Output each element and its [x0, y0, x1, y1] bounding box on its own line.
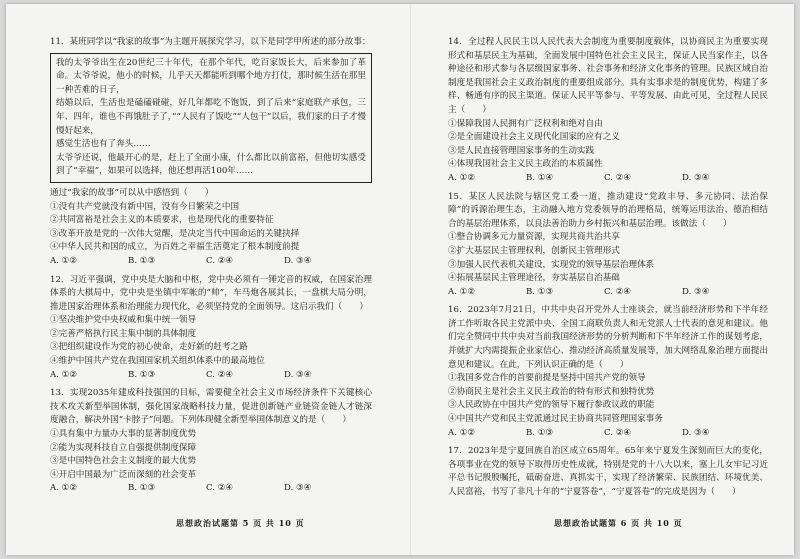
q16-choice-c[interactable]: C. ②④ [604, 427, 632, 438]
q11-option: ②共同富裕是社会主义的本质要求，也是现代化的重要特征 [50, 215, 274, 226]
q13-choice-b[interactable]: B. ①③ [128, 483, 156, 494]
q16-choice-a[interactable]: A. ①② [448, 427, 476, 438]
q17-stem: 17．2023年是宁夏回族自治区成立65周年。65年来宁夏发生深刻而巨大的变化，各项事业在党的领导下取得历史性成就，特别是党的十八大以来，塞上儿女牢记习近平总书记殷殷嘱托，砥砺奋进、真抓实干，实现了经济繁荣、民族团结、环境优美、人民富裕，书写了非凡十年的“宁夏答卷”，“宁夏答卷”的完成是因为（ ） [448, 446, 768, 497]
q13-option: ①具有集中力量办大事的显著制度优势 [50, 429, 197, 440]
q16-option: ④中国共产党和民主党派通过民主协商共同管理国家事务 [448, 414, 663, 425]
q13-stem: 13．实现2035年建成科技强国的目标，需要健全社会主义市场经济条件下关键核心技术攻关新型举国体制，强化国家战略科技力量，促进创新链产业链资金链人才链深度融合，解决外国“卡脖子”问题。下列体现健全新型举国体制意义的是（ ） [50, 388, 372, 426]
q16-choice-b[interactable]: B. ①③ [526, 427, 554, 438]
q14-option: ②是全面建设社会主义现代化国家的应有之义 [448, 132, 620, 143]
q11-choice-d[interactable]: D. ③④ [284, 255, 312, 266]
q12-choice-b[interactable]: B. ①③ [128, 369, 156, 380]
q13-choice-d[interactable]: D. ③④ [284, 483, 312, 494]
q14-choice-d[interactable]: D. ③④ [682, 172, 710, 183]
q11-option: ④中华人民共和国的成立，为百姓之幸福生活奠定了根本制度前提 [50, 242, 300, 253]
q14-choice-c[interactable]: C. ②④ [604, 172, 632, 183]
q11-story-line: 我的太爷爷出生在20世纪三十年代，在那个年代，吃百家饭长大，后来参加了革命。太爷爷说，他小的时候，儿乎天天都能听到哪个地方打仗，那时候生活在那里一种苦难的日子， [56, 57, 366, 95]
q15-choices [448, 286, 768, 300]
q14-choice-a[interactable]: A. ①② [448, 172, 476, 183]
q11-choice-b[interactable]: B. ①③ [128, 255, 156, 266]
q13-option: ③是中国特色社会主义制度的最大优势 [50, 456, 197, 467]
q14-stem: 14．全过程人民民主以人民代表大会制度为重要制度载体，以协商民主为重要实现形式和基层民主为基础，全面发展中国特色社会主义民主，保证人民当家作主，以各种途径和形式参与各层级国家事务、社会事务和经济文化事务的管理。民族区域自治制度是我国社会主义政治制度的重要组成部分。具有实事求是的制度优势，构建了多样、畅通有序的民主渠道。保证人民平等参与、平等发展、由此可见，全过程人民民主（ ） [448, 37, 768, 115]
q11-option: ③改革开放是党的一次伟大觉醒，是决定当代中国命运的关键抉择 [50, 228, 300, 239]
q11-choices [50, 255, 372, 269]
q12-choice-d[interactable]: D. ③④ [284, 369, 312, 380]
q11-story-box [50, 53, 372, 183]
q11-lead: 通过“我家的故事”可以从中感悟到（ ） [50, 187, 214, 198]
q12-option: ③把组织建设作为党的初心使命，走好新的赶考之路 [50, 342, 248, 353]
q11-story-line: 感觉生活也有了奔头…… [56, 139, 151, 150]
q13-choices [50, 482, 372, 496]
q14-choice-b[interactable]: B. ①④ [526, 172, 554, 183]
q11-choice-c[interactable]: C. ②④ [206, 255, 234, 266]
q16-option: ①我国多党合作的首要前提是坚持中国共产党的领导 [448, 373, 646, 384]
q15-option: ①整合协调多元力量资源，实现共商共治共享 [448, 232, 620, 243]
q12-choices [50, 369, 372, 383]
page-footer-left: 思想政治试题第 5 页 共 10 页 [176, 518, 305, 528]
q12-option: ④维护中国共产党在我国国家机关组织体系中的最高地位 [50, 356, 265, 367]
q15-choice-a[interactable]: A. ①② [448, 286, 476, 297]
q12-choice-a[interactable]: A. ①② [50, 369, 78, 380]
q14-option: ③是人民直接管理国家事务的生动实践 [448, 145, 595, 156]
exam-sheet [6, 4, 794, 555]
q11-choice-a[interactable]: A. ①② [50, 255, 78, 266]
q11-story-line: 结婚以后，生活也是磕磕碰碰，好几年都吃不饱饭，到了后来“家庭联产承包，三年、四年，谁也不再饿肚子了，”“人民有了饭吃”“人包干”以后，我们家的日子才慢慢好起来， [56, 98, 366, 136]
q14-option: ④体现我国社会主义民主政治的本质属性 [448, 159, 603, 170]
q14-option: ①保障我国人民拥有广泛权利和绝对自由 [448, 118, 603, 129]
page-footer-right: 思想政治试题第 6 页 共 10 页 [554, 518, 683, 528]
q16-option: ③人民政协在中国共产党的领导下履行参政议政的职能 [448, 400, 655, 411]
q11-stem: 11．某班同学以“我家的故事”为主题开展探究学习，以下是同学甲所述的部分故事： [50, 37, 371, 47]
q15-choice-b[interactable]: B. ①③ [526, 286, 554, 297]
q16-option: ②协商民主是社会主义民主政治的特有形式和独特优势 [448, 386, 655, 397]
q15-stem: 15．某区人民法院与辖区党工委一道，推动建设“党政丰导、多元协同、法治保障”的诉源治理生态，主动融入地方党委领导的治理格局，统筹运用法治、德治相结合的基层治理体系，以良法善治助力乡村振兴和基层治理。该做法（ ） [448, 191, 768, 229]
q11-option: ①没有共产党就没有新中国，没有今日繁荣之中国 [50, 201, 240, 212]
q15-option: ②扩大基层民主管理权利，创新民主管理形式 [448, 245, 620, 256]
q13-option: ④开启中国最为广泛而深刻的社会变革 [50, 469, 197, 480]
q15-option: ③加强人民代表机关建设，实现党的领导基层治理体系 [448, 259, 655, 270]
q15-choice-d[interactable]: D. ③④ [682, 286, 710, 297]
q15-choice-c[interactable]: C. ②④ [604, 286, 632, 297]
q12-choice-c[interactable]: C. ②④ [206, 369, 234, 380]
q12-option: ①坚决维护党中央权威和集中统一领导 [50, 315, 197, 326]
q14-choices [448, 172, 768, 186]
q13-option: ②能为实现科技自立自强提供制度保障 [50, 442, 197, 453]
q16-choices [448, 427, 768, 441]
q11-story-line: 太爷爷还说，他最开心的是，赶上了全面小康，什么都比以前富裕，但他切实感受到了“幸福”，如果可以选择，他还想再活100年…… [56, 152, 366, 177]
page-fold [410, 4, 411, 555]
q12-stem: 12．习近平强调，党中央是大脑和中枢，党中央必须有一锤定音的权威，在国家治理体系的大棋局中，党中央是坐镇中军帐的“帅”，车马炮各展其长，一盘棋大局分明，推进国家治理体系和治理能力现代化，必须坚持党的全面领导。这启示我们（ ） [50, 274, 372, 312]
q15-option: ④拓展基层民主管理途径，夯实基层自治基础 [448, 273, 620, 284]
q16-stem: 16．2023年7月21日，中共中央召开党外人士座谈会，就当前经济形势和下半年经济工作听取各民主党派中央、全国工商联负责人和无党派人士代表的意见和建议。他们完全赞同中共中央对当前我国经济形势的分析判断和下半年经济工作的谋划考虑，并就扩大内需提振企业家信心、推动经济高质量发展等，加大网络乱象治理方面提出意见和建议。在此，下列认识正确的是（ ） [448, 305, 768, 370]
left-page [50, 36, 372, 496]
q13-choice-a[interactable]: A. ①② [50, 483, 78, 494]
q16-choice-d[interactable]: D. ③④ [682, 427, 710, 438]
q13-choice-c[interactable]: C. ②④ [206, 483, 234, 494]
q12-option: ②完善严格执行民主集中制的具体制度 [50, 328, 197, 339]
right-page [448, 36, 768, 500]
